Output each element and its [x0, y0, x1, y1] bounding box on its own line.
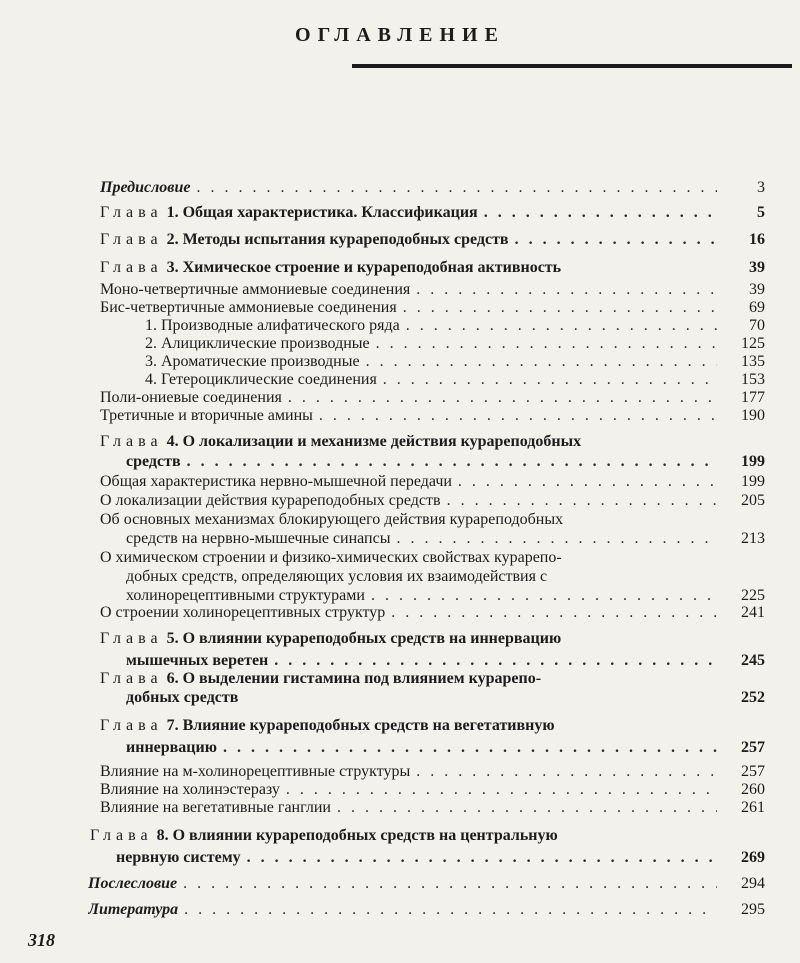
- toc-entry-label: Поли-ониевые соединения: [100, 389, 282, 406]
- toc-entry-label: 2. Алициклические производные: [145, 335, 370, 352]
- toc-entry-page: 241: [741, 604, 765, 621]
- chapter-prefix: Глава: [100, 630, 163, 647]
- toc-entry-line1: О химическом строении и физико-химических свойствах курарепо-: [100, 549, 562, 566]
- toc-entry-page: 39: [749, 281, 765, 298]
- toc-leader-dots: [400, 316, 717, 336]
- toc-entry: [145, 334, 765, 354]
- toc-entry-page: 3: [757, 179, 765, 196]
- toc-leader-dots: [441, 491, 717, 511]
- toc-entry-page: 294: [741, 875, 765, 892]
- toc-entry: [100, 780, 765, 800]
- toc-entry-page: 190: [741, 407, 765, 424]
- toc-entry-label: Влияние на вегетативные ганглии: [100, 799, 331, 816]
- toc-leader-dots: [390, 529, 717, 549]
- toc-entry: [100, 603, 765, 623]
- toc-leader-dots: [478, 203, 717, 223]
- toc-entry-preface: [100, 178, 765, 198]
- toc-entry-page: 199: [741, 473, 765, 490]
- toc-entry-label: Третичные и вторичные амины: [100, 407, 313, 424]
- toc-entry: [100, 472, 765, 492]
- chapter-prefix: Глава: [100, 259, 163, 276]
- toc-leader-dots: [410, 762, 717, 782]
- toc-entry-page: 153: [741, 371, 765, 388]
- toc-leader-dots: [190, 178, 717, 198]
- toc-leader-dots: [181, 452, 717, 472]
- toc-entry-line1: Об основных механизмах блокирующего действия курареподобных: [100, 511, 564, 528]
- toc-chapter-7-line1: [100, 716, 765, 736]
- toc-entry-label: Моно-четвертичные аммониевые соединения: [100, 281, 411, 298]
- toc-entry-label: Влияние на холинэстеразу: [100, 781, 280, 798]
- toc-leader-dots: [241, 848, 717, 868]
- toc-leader-dots: [360, 352, 717, 372]
- toc-entry-label: Бис-четвертичные аммониевые соединения: [100, 299, 397, 316]
- toc-leader-dots: [177, 874, 717, 894]
- toc-entry-label-cont: иннервацию: [126, 739, 217, 756]
- toc-entry-label: Литература: [88, 901, 179, 918]
- toc-entry: [145, 370, 765, 390]
- page-number: 318: [28, 930, 55, 950]
- toc-entry-line2: добных средств, определяющих условия их взаимодействия с: [126, 568, 548, 585]
- toc-entry: [100, 798, 765, 818]
- toc-chapter-7: [126, 738, 765, 758]
- toc-leader-dots: [280, 780, 717, 800]
- toc-entry-label: 1. Производные алифатического ряда: [145, 317, 400, 334]
- toc-entry-page: 245: [741, 652, 765, 669]
- toc-chapter-4-line1: [100, 432, 765, 452]
- toc-leader-dots: [282, 388, 717, 408]
- toc-leader-dots: [370, 334, 717, 354]
- toc-leader-dots: [385, 603, 717, 623]
- toc-entry-page: 5: [757, 204, 765, 221]
- toc-entry-literature: [88, 900, 765, 920]
- toc-entry-label: Общая характеристика нервно-мышечной передачи: [100, 473, 452, 490]
- chapter-prefix: Глава: [100, 433, 163, 450]
- toc-leader-dots: [397, 298, 717, 318]
- toc-chapter-6-line1: [100, 669, 765, 689]
- chapter-prefix: Глава: [100, 231, 163, 248]
- toc-entry-page: 269: [741, 849, 765, 866]
- toc-chapter-5-line1: [100, 629, 765, 649]
- toc-leader-dots: [410, 280, 717, 300]
- toc-entry-label: 8. О влиянии курареподобных средств на центральную: [156, 827, 558, 844]
- toc-entry-label: Предисловие: [100, 179, 191, 196]
- page-title: ОГЛАВЛЕНИЕ: [295, 24, 505, 46]
- toc-entry-label: 3. Ароматические производные: [145, 353, 360, 370]
- toc-entry: [100, 762, 765, 782]
- toc-chapter-4: [126, 452, 765, 472]
- toc-entry-page: 261: [741, 799, 765, 816]
- chapter-prefix: Глава: [100, 204, 163, 221]
- toc-entry-label: О строении холинорецептивных структур: [100, 604, 386, 621]
- toc-leader-dots: [178, 900, 717, 920]
- toc-entry-afterword: [88, 874, 765, 894]
- toc-entry: [100, 491, 765, 511]
- chapter-prefix: Глава: [90, 827, 153, 844]
- toc-entry-label-cont: добных средств: [126, 689, 239, 706]
- toc-entry-page: 205: [741, 492, 765, 509]
- toc-entry-page: 69: [749, 299, 765, 316]
- toc-entry-label: 3. Химическое строение и курареподобная активность: [166, 259, 562, 276]
- toc-entry-label: 6. О выделении гистамина под влиянием курарепо-: [166, 670, 542, 687]
- toc-chapter-2: [100, 230, 765, 250]
- toc-entry-page: 125: [741, 335, 765, 352]
- toc-entry-label-cont: мышечных веретен: [126, 652, 269, 669]
- toc-entry-label: Послесловие: [88, 875, 178, 892]
- toc-entry: [100, 298, 765, 318]
- toc-entry-page: 225: [741, 587, 765, 604]
- toc-entry-page: 260: [741, 781, 765, 798]
- toc-entry-label: Влияние на м-холинорецептивные структуры: [100, 763, 411, 780]
- toc-entry: [126, 529, 765, 549]
- toc-leader-dots: [313, 406, 717, 426]
- toc-entry-label-cont: средств на нервно-мышечные синапсы: [126, 530, 391, 547]
- toc-chapter-8: [116, 848, 765, 868]
- toc-entry-label: 5. О влиянии курареподобных средств на иннервацию: [166, 630, 562, 647]
- toc-entry-page: 295: [741, 901, 765, 918]
- chapter-prefix: Глава: [100, 717, 163, 734]
- toc-entry: [145, 352, 765, 372]
- toc-chapter-5: [126, 651, 765, 671]
- toc-leader-dots: [331, 798, 717, 818]
- toc-entry-label: 4. Гетероциклические соединения: [145, 371, 377, 388]
- toc-entry-page: 39: [749, 259, 765, 276]
- toc-entry: [145, 316, 765, 336]
- toc-entry-label-cont: холинорецептивными структурами: [126, 587, 365, 604]
- toc-entry-page: 135: [741, 353, 765, 370]
- toc-entry-page: 70: [749, 317, 765, 334]
- toc-entry-label: 1. Общая характеристика. Классификация: [166, 204, 478, 221]
- toc-entry-label: О локализации действия курареподобных средств: [100, 492, 441, 509]
- toc-entry-page: 213: [741, 530, 765, 547]
- toc-leader-dots: [452, 472, 717, 492]
- toc-entry-page: 257: [741, 763, 765, 780]
- toc-entry-page: 199: [741, 453, 765, 470]
- toc-entry: [100, 388, 765, 408]
- toc-entry-page: 16: [749, 231, 765, 248]
- toc-chapter-1: [100, 203, 765, 223]
- toc-leader-dots: [217, 738, 717, 758]
- toc-entry-label-cont: нервную систему: [116, 849, 241, 866]
- toc-chapter-3: [100, 258, 765, 278]
- toc-chapter-8-line1: [90, 826, 755, 846]
- toc-entry-label: 2. Методы испытания курареподобных средств: [166, 231, 509, 248]
- toc-entry-label-cont: средств: [126, 453, 181, 470]
- toc-entry-label: 4. О локализации и механизме действия курареподобных: [166, 433, 582, 450]
- title-rule: [352, 64, 792, 68]
- toc-leader-dots: [268, 651, 717, 671]
- toc-entry-page: 252: [741, 689, 765, 706]
- toc-entry-label: 7. Влияние курареподобных средств на вегетативную: [166, 717, 555, 734]
- toc-chapter-6: [126, 688, 765, 708]
- toc-leader-dots: [377, 370, 717, 390]
- chapter-prefix: Глава: [100, 670, 163, 687]
- toc-entry-page: 257: [741, 739, 765, 756]
- toc-entry-page: 177: [741, 389, 765, 406]
- toc-entry: [100, 406, 765, 426]
- toc-entry: [100, 280, 765, 300]
- toc-leader-dots: [509, 230, 717, 250]
